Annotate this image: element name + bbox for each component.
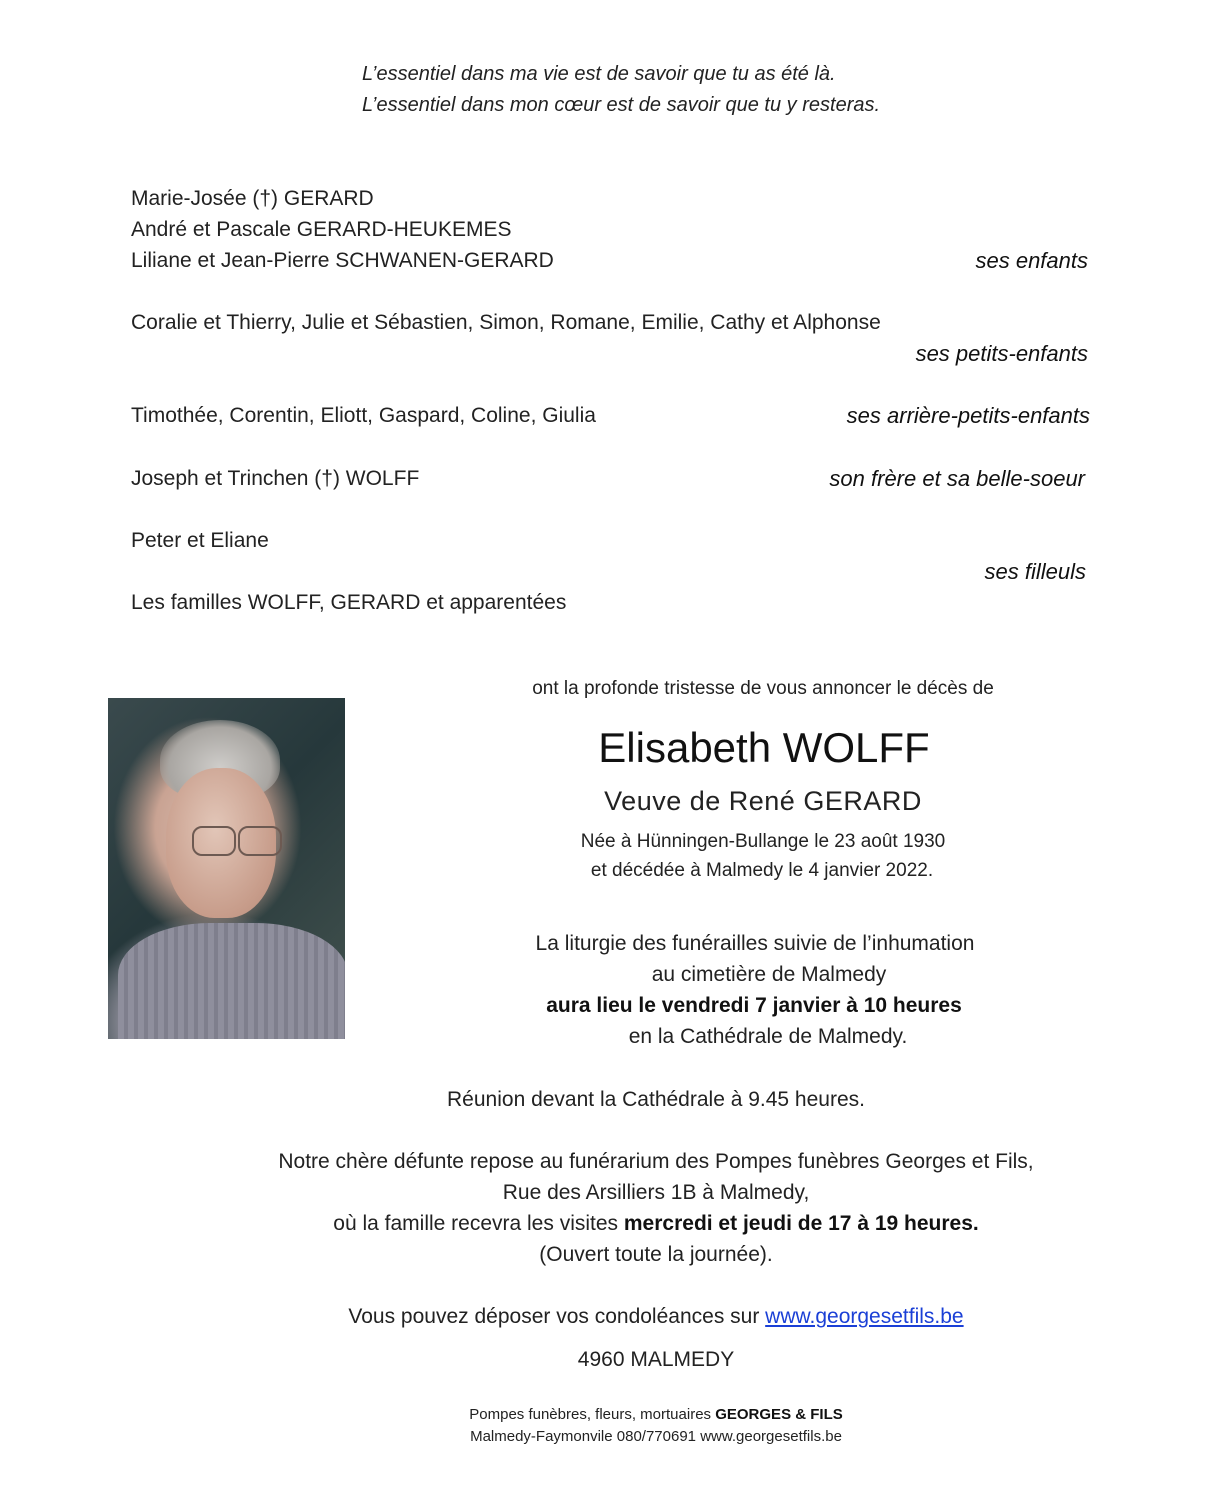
condolences-link[interactable]: www.georgesetfils.be	[765, 1305, 964, 1328]
quote-line-1: L’essentiel dans ma vie est de savoir que tu as été là.	[362, 63, 836, 85]
role-great-grandchildren: ses arrière-petits-enfants	[846, 403, 1090, 428]
city: 4960 MALMEDY	[577, 1348, 735, 1371]
funeral-line-1: La liturgie des funérailles suivie de l’inhumation	[535, 932, 975, 955]
funeral-line-4: en la Cathédrale de Malmedy.	[628, 1025, 908, 1048]
godchildren: Peter et Eliane	[131, 529, 269, 552]
visitation-line-4: (Ouvert toute la journée).	[539, 1243, 773, 1266]
widow-of: Veuve de René GERARD	[604, 786, 922, 816]
footer-services: Pompes funèbres, fleurs, mortuaires	[469, 1406, 716, 1423]
condolences-text: Vous pouvez déposer vos condoléances sur	[348, 1305, 766, 1328]
child-3: Liliane et Jean-Pierre SCHWANEN-GERARD	[131, 249, 554, 272]
portrait-photo	[108, 698, 345, 1039]
footer-company: GEORGES & FILS	[715, 1406, 843, 1423]
visitation-line-3-text: où la famille recevra les visites	[333, 1212, 624, 1235]
role-godchildren: ses filleuls	[984, 559, 1086, 584]
child-2: André et Pascale GERARD-HEUKEMES	[131, 218, 512, 241]
deceased-name: Elisabeth WOLFF	[598, 724, 930, 771]
great-grandchildren: Timothée, Corentin, Eliott, Gaspard, Coline, Giulia	[131, 404, 596, 427]
role-siblings: son frère et sa belle-soeur	[829, 466, 1085, 491]
visitation-line-1: Notre chère défunte repose au funérarium des Pompes funèbres Georges et Fils,	[278, 1150, 1034, 1173]
death-info: et décédée à Malmedy le 4 janvier 2022.	[590, 860, 934, 881]
birth-info: Née à Hünningen-Bullange le 23 août 1930	[580, 831, 946, 852]
announcement-intro: ont la profonde tristesse de vous annoncer le décès de	[532, 678, 994, 699]
footer-line-1	[469, 1404, 842, 1426]
visitation-hours: mercredi et jeudi de 17 à 19 heures.	[623, 1212, 979, 1235]
families: Les familles WOLFF, GERARD et apparentées	[131, 591, 567, 614]
role-grandchildren: ses petits-enfants	[915, 341, 1088, 366]
meeting-info: Réunion devant la Cathédrale à 9.45 heures.	[447, 1088, 865, 1111]
siblings: Joseph et Trinchen (†) WOLFF	[131, 467, 420, 490]
condolences-line	[348, 1301, 963, 1332]
grandchildren: Coralie et Thierry, Julie et Sébastien, Simon, Romane, Emilie, Cathy et Alphonse	[131, 311, 881, 334]
funeral-line-2: au cimetière de Malmedy	[651, 963, 887, 986]
footer-line-2: Malmedy-Faymonvile 080/770691 www.georgesetfils.be	[470, 1428, 842, 1445]
funeral-line-3: aura lieu le vendredi 7 janvier à 10 heures	[546, 994, 962, 1017]
quote-line-2: L’essentiel dans mon cœur est de savoir que tu y resteras.	[362, 94, 881, 116]
visitation-line-3	[333, 1208, 978, 1239]
child-1: Marie-Josée (†) GERARD	[131, 187, 374, 210]
role-children: ses enfants	[975, 248, 1088, 273]
visitation-line-2: Rue des Arsilliers 1B à Malmedy,	[502, 1181, 810, 1204]
